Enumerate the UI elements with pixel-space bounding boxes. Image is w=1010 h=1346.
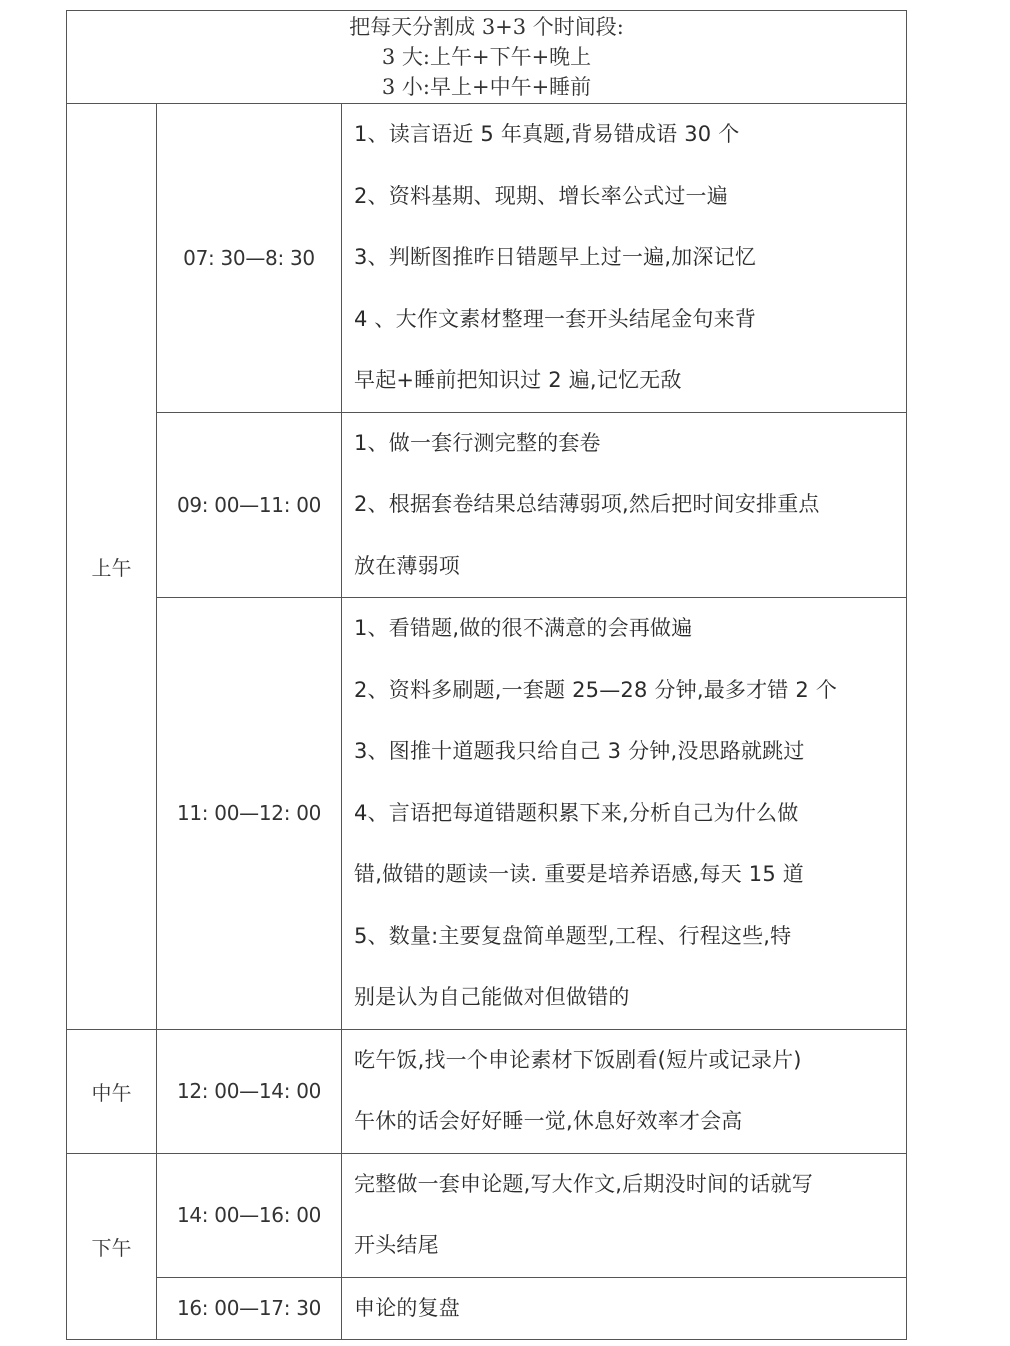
table-row [67, 598, 907, 1030]
table-row [67, 1277, 907, 1340]
table-row [67, 1153, 907, 1277]
slot-content [342, 1153, 907, 1277]
table-row [67, 412, 907, 598]
schedule-table [66, 10, 907, 1340]
content-line: 3、判断图推昨日错题早上过一遍,加深记忆 [354, 245, 757, 269]
time-slot: 14: 00—16: 00 [157, 1153, 342, 1277]
content-line: 3、图推十道题我只给自己 3 分钟,没思路就跳过 [354, 739, 805, 763]
content-line: 2、根据套卷结果总结薄弱项,然后把时间安排重点 [354, 492, 820, 516]
content-line: 开头结尾 [354, 1233, 439, 1257]
time-slot: 11: 00—12: 00 [157, 598, 342, 1030]
period-noon: 中午 [67, 1029, 157, 1153]
content-line: 4、言语把每道错题积累下来,分析自己为什么做 [354, 800, 799, 825]
period-afternoon: 下午 [67, 1153, 157, 1340]
content-line: 放在薄弱项 [354, 553, 460, 578]
content-line: 错,做错的题读一读. 重要是培养语感,每天 15 道 [354, 862, 804, 886]
slot-content [342, 412, 907, 598]
content-line: 1、做一套行测完整的套卷 [354, 430, 601, 455]
content-line: 2、资料多刷题,一套题 25—28 分钟,最多才错 2 个 [354, 677, 838, 702]
content-line: 吃午饭,找一个申论素材下饭剧看(短片或记录片) [354, 1047, 802, 1072]
content-line: 1、看错题,做的很不满意的会再做遍 [354, 616, 693, 640]
content-line: 午休的话会好好睡一觉,休息好效率才会高 [354, 1109, 743, 1133]
header-row [67, 11, 907, 104]
content-line: 早起+睡前把知识过 2 遍,记忆无敌 [354, 368, 682, 392]
content-line: 2、资料基期、现期、增长率公式过一遍 [354, 183, 728, 208]
slot-content [342, 1029, 907, 1153]
time-slot: 09: 00—11: 00 [157, 412, 342, 598]
table-row [67, 104, 907, 413]
period-morning: 上午 [67, 104, 157, 1030]
table-row [67, 1029, 907, 1153]
content-line: 5、数量:主要复盘简单题型,工程、行程这些,特 [354, 923, 792, 948]
content-line: 4 、大作文素材整理一套开头结尾金句来背 [354, 306, 757, 331]
time-slot: 12: 00—14: 00 [157, 1029, 342, 1153]
slot-content [342, 104, 907, 413]
content-line: 申论的复盘 [354, 1295, 460, 1320]
content-line: 别是认为自己能做对但做错的 [354, 985, 630, 1009]
time-slot: 07: 30—8: 30 [157, 104, 342, 413]
header-line-1: 把每天分割成 3+3 个时间段: [349, 15, 624, 39]
table-header [67, 11, 907, 104]
header-line-3: 3 小:早上+中午+睡前 [381, 75, 592, 99]
slot-content [342, 598, 907, 1030]
content-line: 完整做一套申论题,写大作文,后期没时间的话就写 [354, 1171, 813, 1196]
content-line: 1、读言语近 5 年真题,背易错成语 30 个 [354, 122, 740, 146]
header-line-2: 3 大:上午+下午+晚上 [381, 45, 592, 69]
slot-content [342, 1277, 907, 1340]
time-slot: 16: 00—17: 30 [157, 1277, 342, 1340]
